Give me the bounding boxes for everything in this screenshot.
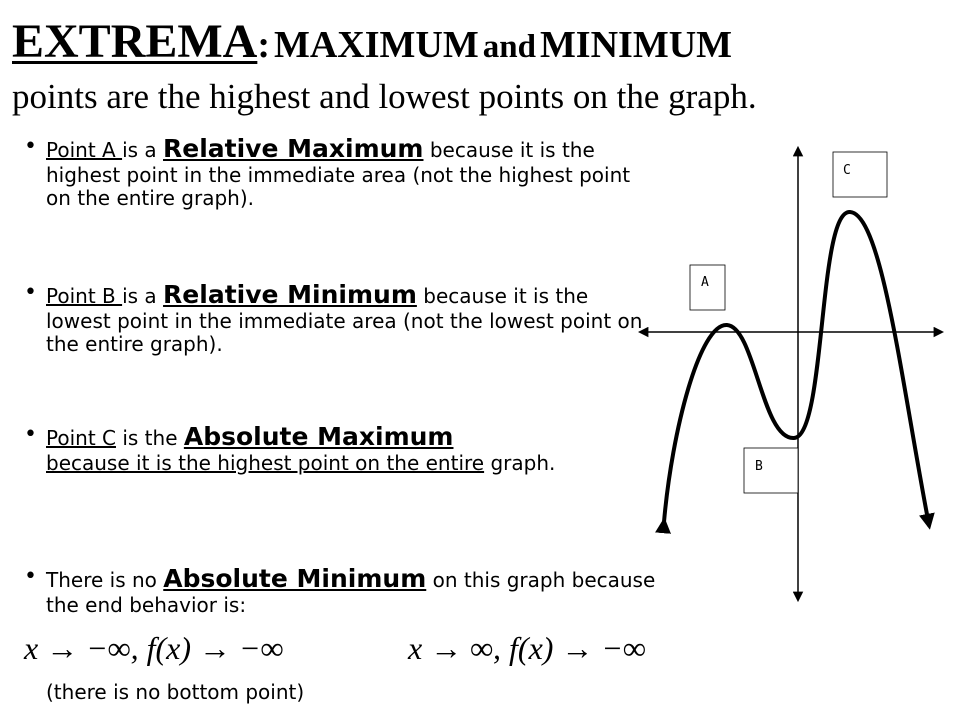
point-c-marker: C	[843, 163, 851, 178]
bullet-text: graph.	[484, 450, 556, 475]
bullet-text: on this graph because the end behavior is:	[46, 568, 656, 617]
bullet-no-min	[24, 564, 656, 617]
title-and: and	[482, 29, 536, 65]
bullet-text: is a	[122, 284, 164, 308]
bullet-text: because it is the highest point in the immediate area (not the highest point on the entire graph).	[46, 138, 631, 211]
label-box-b	[744, 448, 798, 493]
title-maximum: MAXIMUM	[274, 24, 479, 66]
bullet-point-a	[24, 134, 656, 211]
title-minimum: MINIMUM	[539, 24, 732, 66]
relative-maximum-term: Relative Maximum	[163, 134, 424, 163]
point-b-marker: B	[755, 459, 763, 474]
slide-title	[12, 15, 732, 68]
end-behavior-formulas	[24, 630, 684, 670]
relative-minimum-term: Relative Minimum	[163, 280, 417, 309]
label-box-a	[690, 265, 725, 310]
bullet-point-b	[24, 280, 656, 357]
label-box-c	[833, 152, 887, 197]
absolute-minimum-term: Absolute Minimum	[163, 564, 427, 593]
right-end-formula: x → ∞, f(x) → −∞	[408, 630, 646, 666]
bullet-text: because it is the lowest point in the immediate area (not the lowest point on the entire graph).	[46, 284, 643, 357]
absolute-maximum-term: Absolute Maximum	[183, 422, 454, 451]
no-bottom-note: (there is no bottom point)	[46, 680, 305, 704]
point-c-label: Point C	[46, 426, 116, 450]
function-graph	[630, 140, 950, 610]
point-b-label: Point B	[46, 284, 123, 308]
bullet-text: There is no	[46, 568, 164, 592]
bullet-text-underlined: because it is the highest point on the entire	[46, 450, 485, 475]
bullet-point-c	[24, 422, 656, 475]
title-extrema: EXTREMA	[12, 15, 258, 68]
bullet-text: is the	[115, 426, 184, 450]
title-colon: :	[257, 24, 270, 66]
point-a-marker: A	[701, 275, 709, 290]
point-a-label: Point A	[46, 138, 123, 162]
title-line2: points are the highest and lowest points on the graph.	[12, 77, 757, 116]
left-end-formula: x → −∞, f(x) → −∞	[24, 630, 284, 666]
bullet-text: is a	[122, 138, 164, 162]
